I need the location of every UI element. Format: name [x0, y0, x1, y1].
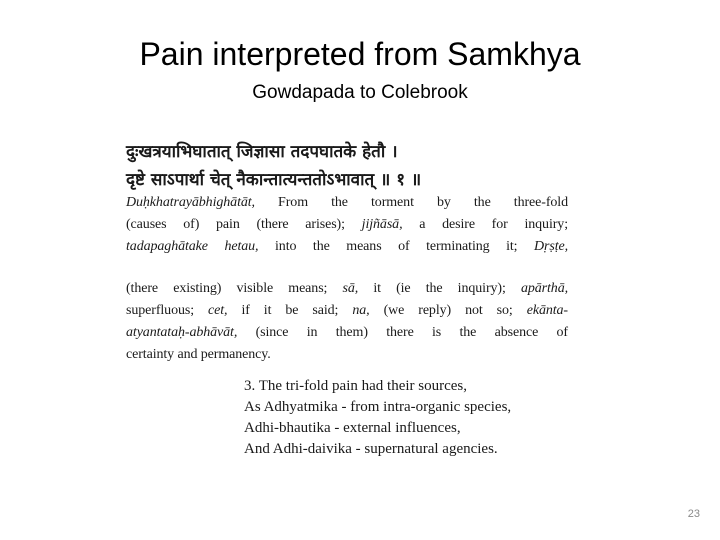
- translation-text: (since in them) there is the absence of: [237, 325, 568, 340]
- commentary-line: [126, 278, 568, 300]
- translation-text: (causes of) pain (there arises);: [126, 217, 362, 232]
- translation-text: (there existing) visible means;: [126, 281, 343, 296]
- sanskrit-term: Duḥkhatrayābhighātāt,: [126, 195, 255, 210]
- translation-text: into the means of terminating it;: [258, 239, 534, 254]
- slide-title: Pain interpreted from Samkhya: [139, 36, 581, 72]
- commentary-line: [126, 192, 568, 214]
- note-line: And Adhi-daivika - supernatural agencies.: [244, 441, 498, 457]
- page-number: 23: [687, 508, 700, 520]
- translation-text: (we reply) not so;: [369, 303, 527, 318]
- translation-text: if it be said;: [227, 303, 353, 318]
- sanskrit-term: cet,: [208, 303, 228, 318]
- sanskrit-verse-line-2: दृष्टे साऽपार्था चेत् नैकान्तात्यन्ततोऽभावात् ॥ १ ॥: [126, 170, 422, 190]
- sanskrit-term: na,: [352, 303, 370, 318]
- commentary-line: [126, 236, 568, 258]
- sanskrit-term: ekānta-: [526, 303, 568, 318]
- sanskrit-term: Dṛṣṭe,: [534, 239, 569, 254]
- sanskrit-term: tadapaghātake hetau,: [126, 239, 259, 254]
- translation-text: From the torment by the three-fold: [254, 195, 568, 210]
- sanskrit-term: atyantataḥ-abhāvāt,: [126, 325, 238, 340]
- translation-text: superfluous;: [126, 303, 209, 318]
- notes-block: [244, 376, 564, 460]
- sanskrit-verse-line-1: दुःखत्रयाभिघातात् जिज्ञासा तदपघातके हेतौ ।: [126, 142, 398, 162]
- commentary-line: [126, 344, 568, 366]
- commentary-line: [126, 322, 568, 344]
- sanskrit-term: apārthā,: [520, 281, 568, 296]
- note-line: As Adhyatmika - from intra-organic species,: [244, 399, 512, 415]
- sanskrit-term: jijñāsā,: [361, 217, 403, 232]
- note-line: Adhi-bhautika - external influences,: [244, 420, 461, 436]
- scanned-text-excerpt: [126, 140, 568, 366]
- translation-text: a desire for inquiry;: [402, 217, 568, 232]
- sanskrit-term: sā,: [342, 281, 359, 296]
- translation-text: it (ie the inquiry);: [358, 281, 521, 296]
- translation-text: certainty and permanency.: [126, 347, 271, 362]
- commentary-line: [126, 214, 568, 236]
- commentary-line: [126, 300, 568, 322]
- slide-subtitle: Gowdapada to Colebrook: [252, 82, 468, 103]
- note-line: 3. The tri-fold pain had their sources,: [244, 378, 467, 394]
- commentary-block: [126, 192, 568, 366]
